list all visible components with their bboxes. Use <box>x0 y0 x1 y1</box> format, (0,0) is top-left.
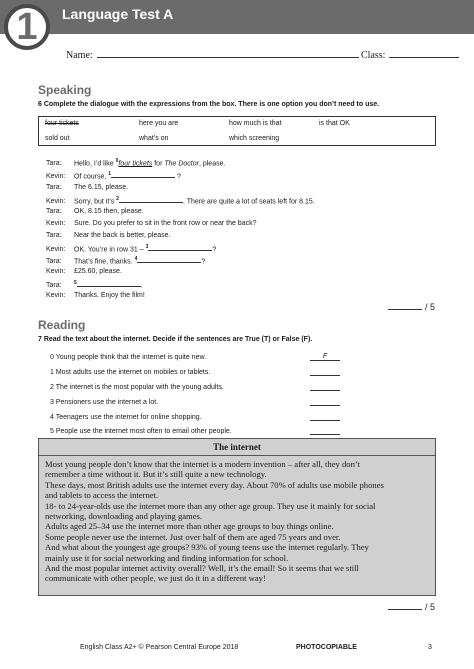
speaking-heading: Speaking <box>38 83 92 97</box>
gap-number: 4 <box>134 256 138 262</box>
answer-field[interactable]: F <box>310 353 340 361</box>
text-line: mainly use it for social networking and finding information for school. <box>45 552 289 563</box>
line-text: ? <box>201 258 206 266</box>
dialogue-line <box>46 280 143 289</box>
example-answer: four tickets <box>118 160 153 168</box>
score-total: / 5 <box>425 302 436 312</box>
text-line: networking, downloading and playing games. <box>45 511 203 522</box>
line-text: Sorry, but it’s <box>74 198 117 206</box>
gap-number: 5 <box>74 280 77 286</box>
speaker: Kevin: <box>46 220 66 227</box>
score-total: / 5 <box>425 602 436 612</box>
name-row <box>66 48 359 61</box>
statement: 4 Teenagers use the internet for online shopping. <box>50 414 202 421</box>
answer-blank[interactable] <box>134 256 201 263</box>
expression-item: how much is that <box>229 120 282 127</box>
speaker: Kevin: <box>46 198 66 206</box>
text-line: And the most popular internet activity overall? Well, it’s the email! So it seems that we still <box>45 563 359 574</box>
score-field[interactable] <box>388 602 422 610</box>
dialogue-line <box>46 171 181 180</box>
line-text: ? <box>212 246 217 254</box>
line-text: . <box>140 282 143 290</box>
reading-instruction: 7 Read the text about the internet. Decide if the sentences are True (T) or False (F). <box>38 336 313 343</box>
answer-blank[interactable] <box>111 171 175 178</box>
dialogue-line <box>46 292 145 299</box>
text-line: communicate with other people, we just do it in a different way! <box>45 573 266 584</box>
speaker: Kevin: <box>46 292 66 299</box>
speaker: Kevin: <box>46 246 66 254</box>
unit-number: 1 <box>16 6 38 48</box>
dialogue-line <box>46 268 122 275</box>
speaking-instruction: 6 Complete the dialogue with the expressions from the box. There is one option you don’t need to use. <box>38 101 380 108</box>
name-label: Name: <box>66 50 93 61</box>
test-title: Language Test A <box>62 6 174 22</box>
page-number: 3 <box>428 644 432 651</box>
dialogue-line <box>46 256 205 265</box>
expression-item: four tickets <box>45 120 79 127</box>
line-text: Near the back is better, please. <box>74 232 171 239</box>
line-text: OK, 8.15 then, please. <box>74 208 144 215</box>
answer-blank[interactable] <box>77 280 143 290</box>
class-row <box>361 48 459 61</box>
text-line: Adults aged 25–34 use the internet more than other age groups to buy things online. <box>45 521 334 532</box>
gap-number: 2 <box>116 196 119 202</box>
gap-number: 3 <box>145 244 149 250</box>
score-field[interactable] <box>388 302 422 310</box>
line-text: for <box>152 160 165 168</box>
answer-field[interactable] <box>310 383 340 391</box>
expression-item: here you are <box>139 120 179 127</box>
text-line: These days, most British adults use the internet every day. About 70% of adults use mobile phones <box>45 479 384 490</box>
line-text: Sure. Do you prefer to sit in the front row or near the back? <box>74 220 257 227</box>
answer-field[interactable] <box>310 368 340 376</box>
header-bar <box>0 0 474 34</box>
reading-score <box>388 602 435 612</box>
class-label: Class: <box>361 50 386 61</box>
answer-blank[interactable] <box>119 196 183 203</box>
footer-copyright: English Class A2+ © Pearson Central Europe 2018 <box>80 644 239 651</box>
line-text: , please. <box>198 160 226 168</box>
expression-item: sold out <box>45 135 70 142</box>
text-line: remember a time without it. But it’s still quite a new technology. <box>45 469 267 480</box>
line-text: The 6.15, please. <box>74 184 129 191</box>
text-line: And what about the youngest age groups? 93% of young teens use the internet regularly. They <box>45 542 369 553</box>
answer-blank[interactable] <box>145 244 212 251</box>
dialogue-line <box>46 196 315 205</box>
reading-text-title: The internet <box>213 442 261 452</box>
line-text: . There are quite a lot of seats left for 8.15. <box>182 198 315 206</box>
statement: 2 The internet is the most popular with the young adults. <box>50 384 224 391</box>
expression-item: what’s on <box>139 135 169 142</box>
expression-item: is that OK <box>319 120 350 127</box>
unit-badge <box>4 4 50 50</box>
text-line: and tablets to access the internet. <box>45 490 159 501</box>
answer-field[interactable] <box>310 413 340 421</box>
speaking-score <box>388 302 435 312</box>
line-text: Thanks. Enjoy the film! <box>74 292 145 299</box>
class-field[interactable] <box>389 48 459 58</box>
gap-number: 0 <box>115 158 119 164</box>
film-title: The Doctor <box>164 160 199 168</box>
dialogue-line <box>46 158 225 167</box>
footer-photocopiable: PHOTOCOPIABLE <box>296 644 357 651</box>
speaker: Tara: <box>46 258 62 266</box>
speaker: Tara: <box>46 184 62 191</box>
text-line: 18- to 24-year-olds use the internet more than any other age group. They use it mainly for social <box>45 500 376 511</box>
name-field[interactable] <box>97 48 359 58</box>
text-line: Some people never use the internet. Just over half of them are aged 75 years and over. <box>45 531 341 542</box>
line-text: OK. You’re in row 31 – <box>74 246 146 254</box>
dialogue-line <box>46 184 128 191</box>
reading-heading: Reading <box>38 318 86 332</box>
dialogue-line <box>46 244 216 253</box>
gap-number: 1 <box>108 171 112 177</box>
dialogue-line <box>46 232 171 239</box>
speaker: Tara: <box>46 232 62 239</box>
answer-field[interactable] <box>310 398 340 406</box>
speaker: Tara: <box>46 282 62 290</box>
statement: 3 Pensioners use the internet a lot. <box>50 399 159 406</box>
line-text: Hello, I’d like <box>74 160 116 168</box>
expression-item: which screening <box>229 135 280 142</box>
speaker: Kevin: <box>46 173 66 181</box>
line-text: Of course, <box>74 173 109 181</box>
statement: 0 Young people think that the internet is quite new. <box>50 354 207 361</box>
answer-field[interactable] <box>310 427 340 435</box>
statement: 1 Most adults use the internet on mobiles or tablets. <box>50 369 211 376</box>
speaker: Kevin: <box>46 268 66 275</box>
divider <box>39 455 435 456</box>
speaker: Tara: <box>46 160 62 168</box>
reading-text-box <box>38 438 436 596</box>
dialogue-line <box>46 220 256 227</box>
line-text: That’s fine, thanks. <box>74 258 135 266</box>
statement: 5 People use the internet most often to email other people. <box>50 428 232 435</box>
reading-text-body <box>45 459 431 584</box>
line-text: £25.60, please. <box>74 268 122 275</box>
dialogue-line <box>46 208 144 215</box>
speaker: Tara: <box>46 208 62 215</box>
text-line: Most young people don’t know that the internet is a modern invention – after all, they don’t <box>45 459 360 469</box>
line-text: ? <box>175 173 181 181</box>
expression-box <box>38 116 436 146</box>
